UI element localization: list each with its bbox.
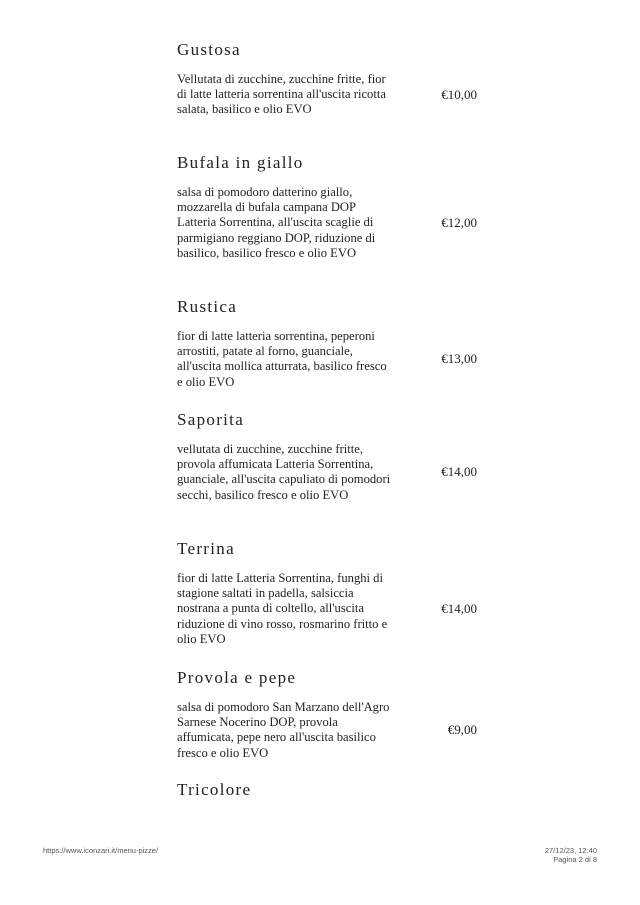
item-description: Vellutata di zucchine, zucchine fritte, fior di latte latteria sorrentina all'uscita ricotta salata, basilico e olio EVO xyxy=(177,72,386,117)
footer-page-number: Pagina 2 di 8 xyxy=(553,855,597,864)
menu-item-terrina xyxy=(177,539,477,647)
menu-item-rustica xyxy=(177,297,477,390)
item-title: Provola e pepe xyxy=(177,668,297,687)
item-description: fior di latte latteria sorrentina, peperoni arrostiti, patate al forno, guanciale, all'uscita mollica atturrata, basilico fresco e olio EVO xyxy=(177,329,387,389)
item-title: Saporita xyxy=(177,410,245,429)
item-title: Rustica xyxy=(177,297,238,316)
item-price: €14,00 xyxy=(441,601,477,616)
footer-datetime: 27/12/23, 12:40 xyxy=(544,846,597,855)
item-title: Terrina xyxy=(177,539,235,558)
menu-item-bufala-in-giallo xyxy=(177,153,477,261)
item-price: €12,00 xyxy=(441,215,477,230)
footer-meta xyxy=(545,846,597,864)
menu-item-saporita xyxy=(177,410,477,503)
item-price: €14,00 xyxy=(441,464,477,480)
menu-item-gustosa xyxy=(177,40,477,118)
item-description: vellutata di zucchine, zucchine fritte, provola affumicata Latteria Sorrentina, guanciale, all'uscita capuliato di pomodori secchi, basilico fresco e olio EVO xyxy=(177,442,391,502)
item-title: Gustosa xyxy=(177,40,241,59)
menu-item-tricolore xyxy=(177,780,477,812)
footer-url: https://www.iconzari.it/menu-pizze/ xyxy=(43,846,159,855)
item-price: €10,00 xyxy=(441,86,477,102)
item-price: €13,00 xyxy=(441,351,477,367)
item-description: salsa di pomodoro San Marzano dell'Agro Sarnese Nocerino DOP, provola affumicata, pepe nero all'uscita basilico fresco e olio EVO xyxy=(177,700,390,760)
item-title: Tricolore xyxy=(177,780,252,799)
menu-item-provola-e-pepe xyxy=(177,668,477,761)
item-description: fior di latte Latteria Sorrentina, funghi di stagione saltati in padella, salsiccia nostrana a punta di coltello, all'uscita riduzione di vino rosso, rosmarino fritto e olio EVO xyxy=(177,571,388,646)
item-description: salsa di pomodoro datterino giallo, mozzarella di bufala campana DOP Latteria Sorrentina, all'uscita scaglie di parmigiano reggiano DOP, riduzione di basilico, basilico fresco e olio EVO xyxy=(177,185,376,260)
item-price: €9,00 xyxy=(447,722,477,738)
item-title: Bufala in giallo xyxy=(177,153,304,172)
